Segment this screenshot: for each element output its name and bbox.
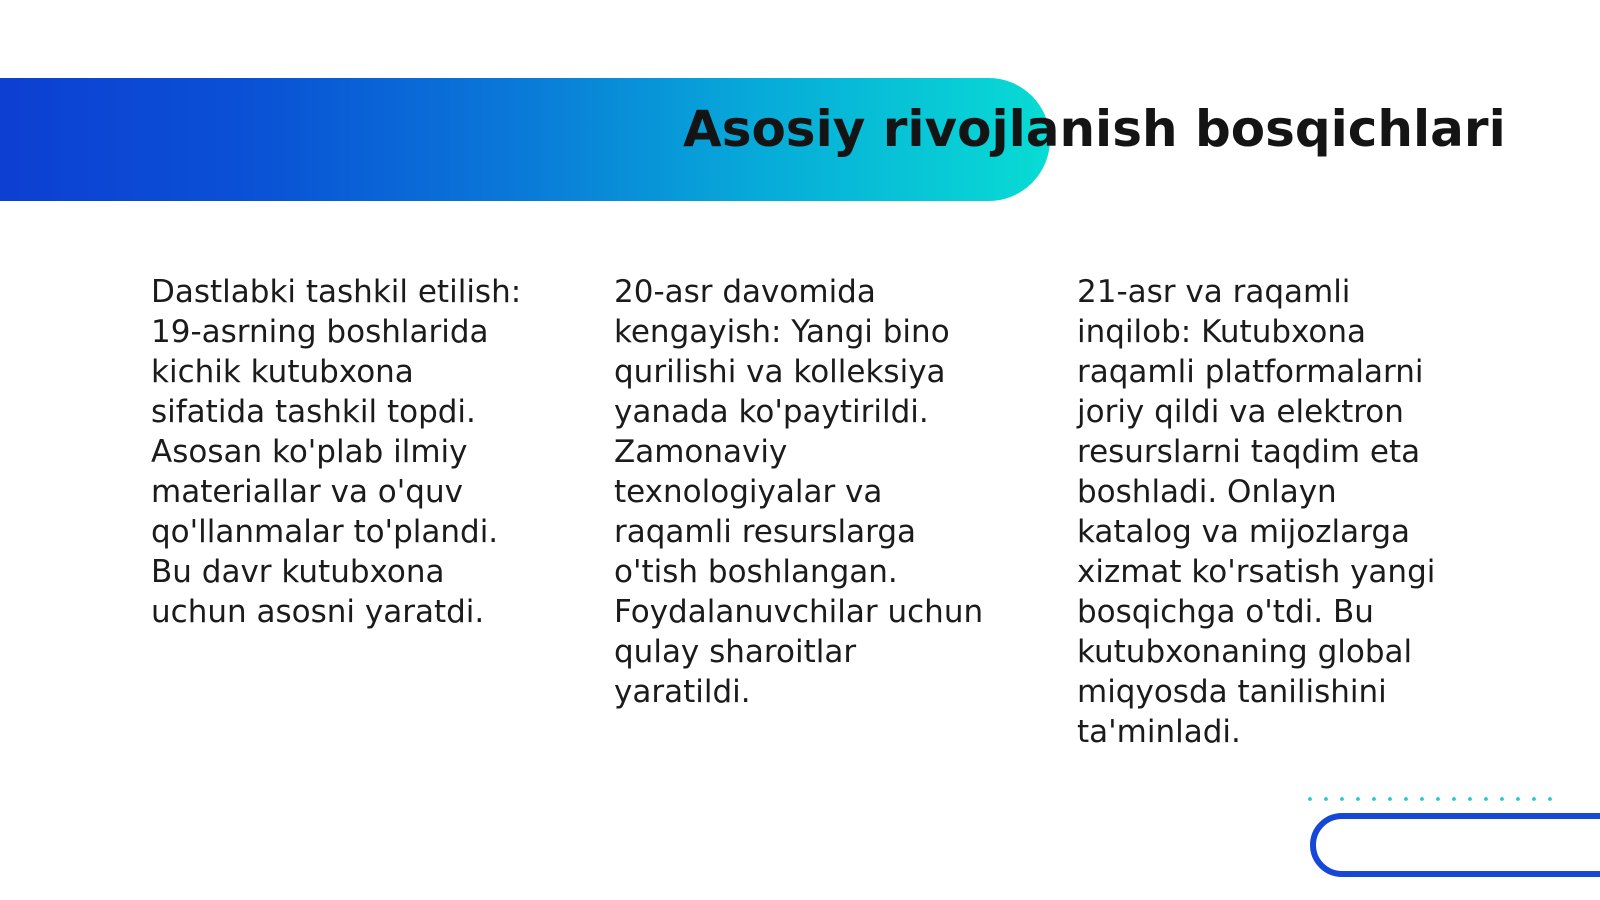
- decorative-dot-row: [1302, 796, 1562, 802]
- stage-column-1: Dastlabki tashkil etilish: 19-asrning boshlarida kichik kutubxona sifatida tashkil topdi. Asosan ko'plab ilmiy materiallar va o'quv qo'llanmalar to'plandi. Bu davr kutubxona uchun asosni yaratdi.: [151, 274, 522, 630]
- slide-title: Asosiy rivojlanish bosqichlari: [683, 100, 1506, 158]
- stage-column-2: 20-asr davomida kengayish: Yangi bino qurilishi va kolleksiya yanada ko'paytirildi. Zamonaviy texnologiyalar va raqamli resurslarga o'tish boshlangan. Foydalanuvchilar uchun qulay sharoitlar yaratildi.: [614, 274, 984, 710]
- stage-column-3: 21-asr va raqamli inqilob: Kutubxona raqamli platformalarni joriy qildi va elektron resurslarni taqdim eta boshladi. Onlayn katalog va mijozlarga xizmat ko'rsatish yangi bosqichga o'tdi. Bu kutubxonaning global miqyosda tanilishini ta'minladi.: [1077, 274, 1436, 750]
- decorative-pill-outline: [1310, 813, 1600, 877]
